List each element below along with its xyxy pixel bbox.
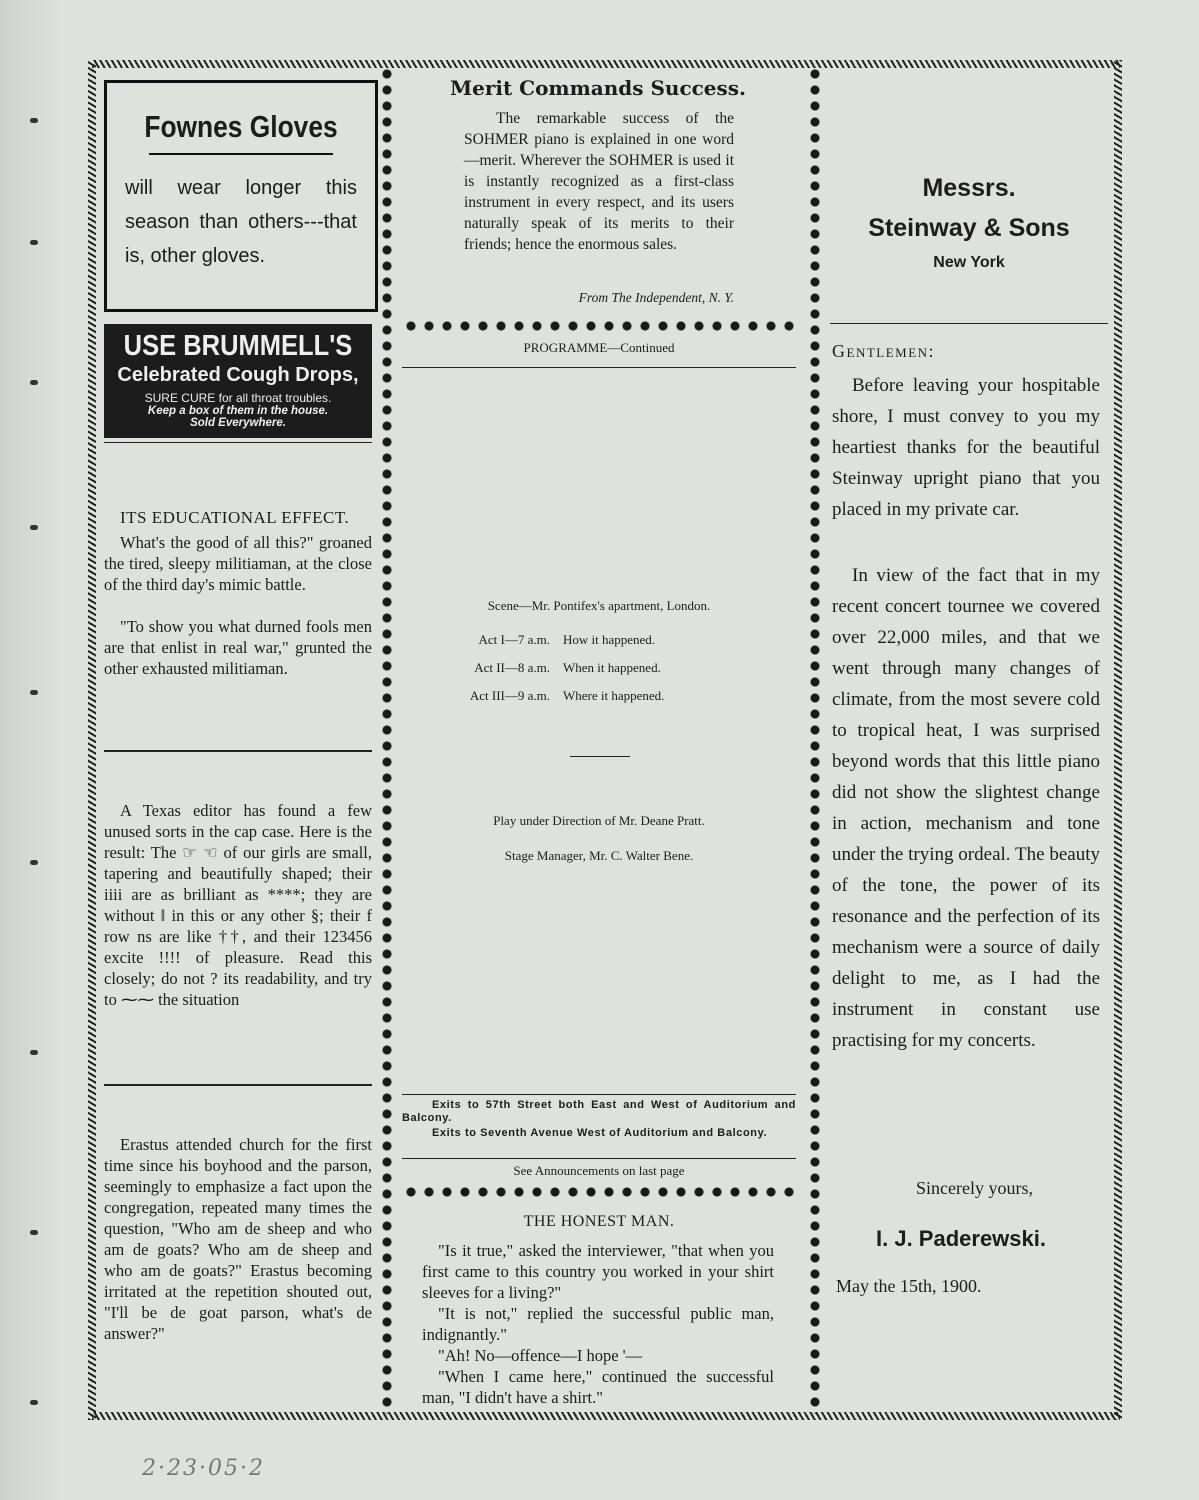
letter-salutation: Gentlemen:	[832, 341, 936, 361]
act-1-desc: How it happened.	[563, 632, 656, 647]
educational-p1: What's the good of all this?" groaned the tired, sleepy militiaman, at the close of the third day's mimic battle.	[104, 533, 372, 594]
programme-stage-manager: Stage Manager, Mr. C. Walter Bene.	[504, 848, 694, 863]
act-2-desc: When it happened.	[563, 660, 661, 675]
honest-p3: "Ah! No—offence—I hope '—	[438, 1346, 643, 1365]
binding-hole	[30, 525, 38, 530]
brummell-line2: Celebrated Cough Drops,	[117, 364, 359, 386]
binding-spine	[0, 0, 60, 1500]
brummell-line4: Keep a box of them in the house.	[147, 405, 329, 417]
binding-hole	[30, 118, 38, 123]
letter-closing: Sincerely yours,	[916, 1178, 1033, 1198]
brummell-line5: Sold Everywhere.	[190, 417, 286, 429]
column-divider-right	[808, 66, 822, 1414]
act-1-time: Act I—7 a.m.	[478, 632, 550, 647]
act-2-time: Act II—8 a.m.	[474, 660, 550, 675]
erastus-text: Erastus attended church for the first time since his boyhood and the parson, seemingly to emphasize a fact upon the congregation, repeated many times the question, "Who am de sheep and who am de goats? Who am de sheep and who am de goats?" Erastus becoming irritated at the repetition shouted out, "I'll be de goat parson, what's de answer?"	[104, 1135, 372, 1343]
border-bottom	[92, 1412, 1120, 1420]
educational-title: ITS EDUCATIONAL EFFECT.	[120, 508, 350, 527]
merit-title: Merit Commands Success.	[449, 76, 747, 100]
brummell-cough-drops-ad	[104, 324, 372, 438]
divider	[402, 367, 796, 368]
act-3-desc: Where it happened.	[563, 688, 665, 703]
binding-hole	[30, 690, 38, 695]
fownes-underline	[149, 153, 333, 155]
binding-hole	[30, 240, 38, 245]
wave-divider	[402, 320, 796, 332]
divider	[104, 750, 372, 752]
divider	[104, 1084, 372, 1086]
texas-editor-text: A Texas editor has found a few unused sorts in the cap case. Here is the result: The ☞ ☜ of our girls are small, tapering and beautifully shaped; their iiii are as brilliant as ****; they are without ‖ in this or any other §; their f row ns are like ††, and their 123456 excite !!!! of pleasure. Read this closely; do not ? its readability, and try to ⁓⁓ the situation	[104, 801, 372, 1009]
announcements-note: See Announcements on last page	[513, 1163, 685, 1178]
exits-text-1: Exits to 57th Street both East and West of Auditorium and Balcony.	[402, 1099, 796, 1124]
exits-text-2: Exits to Seventh Avenue West of Auditorium and Balcony.	[432, 1127, 768, 1139]
letter-p2: In view of the fact that in my recent concert tournee we covered over 22,000 miles, and that we went through many changes of climate, from the most severe cold to tropical heat, I was surprised beyond words that this little piano did not show the slightest change in action, mechanism and tone under the trying ordeal. The beauty of the tone, the power of its resonance and the perfection of its mechanism were a source of daily delight to me, as I had the instrument in constant use practising for my concerts.	[832, 565, 1100, 1051]
divider	[402, 1094, 796, 1095]
steinway-city: New York	[933, 254, 1005, 271]
letter-date: May the 15th, 1900.	[836, 1276, 982, 1296]
handwritten-date: 2·23·05·2	[142, 1456, 265, 1481]
short-divider	[570, 756, 630, 757]
letter-signature: I. J. Paderewski.	[876, 1226, 1046, 1251]
divider	[104, 442, 372, 443]
wave-divider	[402, 1186, 796, 1198]
steinway-name: Steinway & Sons	[868, 214, 1070, 242]
programme-heading: PROGRAMME—Continued	[523, 340, 675, 355]
programme-direction: Play under Direction of Mr. Deane Pratt.	[493, 813, 705, 828]
programme-scene: Scene—Mr. Pontifex's apartment, London.	[487, 598, 711, 613]
divider	[830, 323, 1108, 324]
binding-hole	[30, 1230, 38, 1235]
honest-p2: "It is not," replied the successful public man, indignantly."	[422, 1304, 774, 1344]
binding-hole	[30, 860, 38, 865]
letter-p1: Before leaving your hospitable shore, I must convey to you my heartiest thanks for the beautiful Steinway upright piano that you placed in my private car.	[832, 375, 1100, 520]
steinway-messrs: Messrs.	[922, 174, 1016, 202]
border-left	[88, 60, 96, 1420]
binding-hole	[30, 1050, 38, 1055]
brummell-line3: SURE CURE for all throat troubles.	[144, 391, 332, 405]
border-top	[92, 60, 1120, 68]
divider	[402, 1158, 796, 1159]
column-divider-left	[380, 66, 394, 1414]
binding-hole	[30, 380, 38, 385]
fownes-body: will wear longer this season than others---that is, other gloves.	[125, 177, 357, 267]
honest-p4: "When I came here," continued the successful man, "I didn't have a shirt."	[422, 1367, 774, 1407]
merit-text: The remarkable success of the SOHMER piano is explained in one word—merit. Wherever the SOHMER is used it is instantly recognized as a first-class instrument in every respect, and its users naturally speak of its merits to their friends; hence the enormous sales.	[464, 110, 734, 253]
brummell-line1: USE BRUMMELL'S	[123, 330, 353, 362]
educational-p2: "To show you what durned fools men are that enlist in real war," grunted the other exhausted militiaman.	[104, 617, 372, 678]
act-3-time: Act III—9 a.m.	[469, 688, 550, 703]
binding-hole	[30, 1400, 38, 1405]
fownes-gloves-ad	[104, 80, 378, 312]
merit-source: From The Independent, N. Y.	[578, 290, 734, 305]
border-right	[1114, 60, 1122, 1420]
honest-p1: "Is it true," asked the interviewer, "that when you first came to this country you worked in your shirt sleeves for a living?"	[422, 1241, 774, 1302]
honest-title: THE HONEST MAN.	[523, 1213, 675, 1230]
fownes-title: Fownes Gloves	[144, 109, 338, 144]
